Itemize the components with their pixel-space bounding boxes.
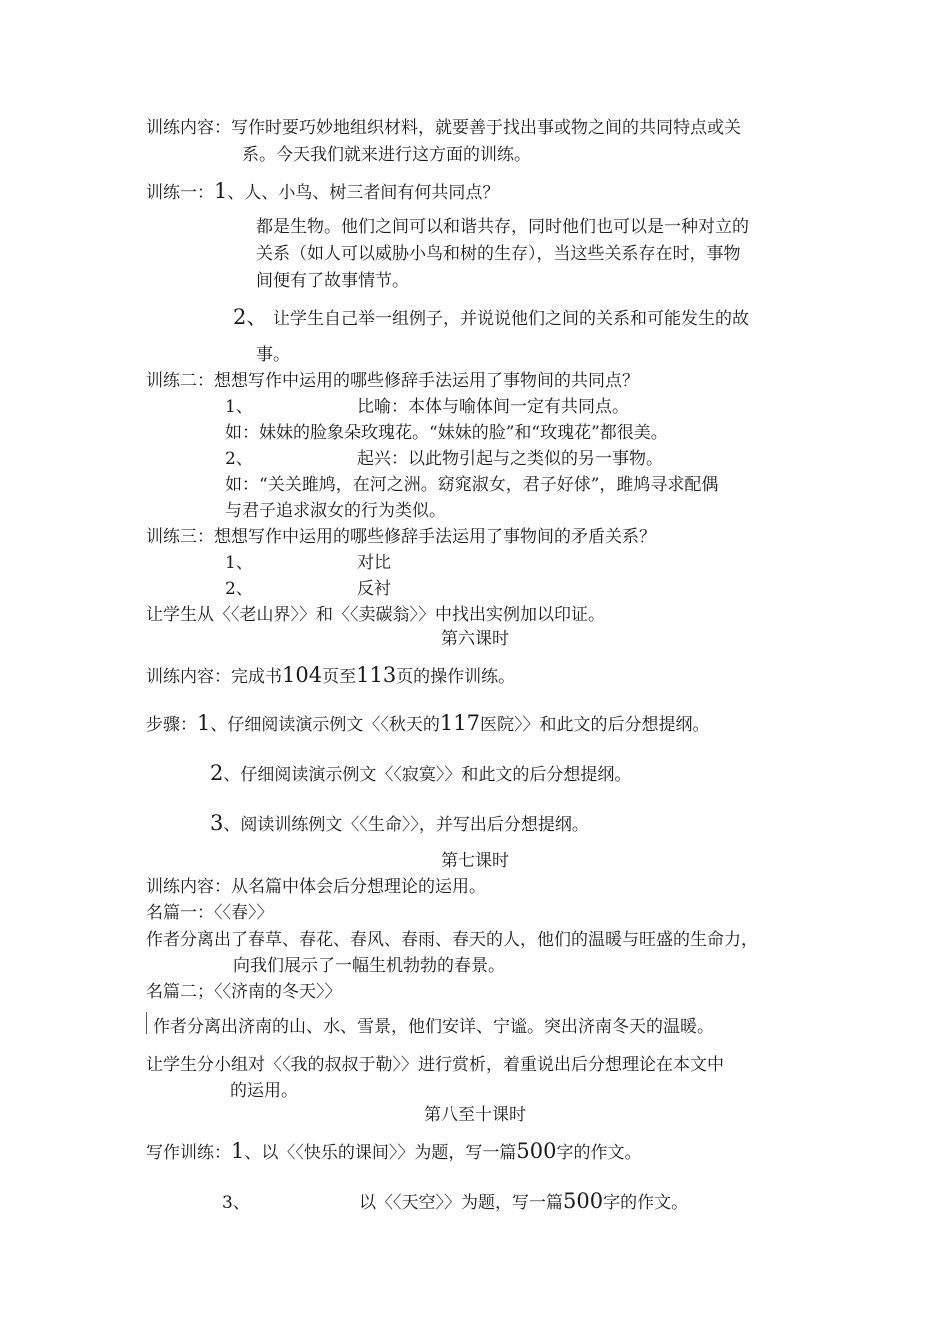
text-line: 训练内容：写作时要巧妙地组织材料，就要善于找出事或物之间的共同特点或关 [146, 118, 741, 138]
text-line: 对比 [357, 553, 391, 573]
text-span: 、阅读训练例文〈〈生命〉〉，并写出后分想提纲。 [223, 815, 589, 835]
text-span: 页至 [322, 667, 357, 687]
text-line: 比喻：本体与喻体间一定有共同点。 [357, 397, 629, 417]
text-line: 训练内容：从名篇中体会后分想理论的运用。 [146, 877, 486, 897]
number: 500 [516, 1139, 557, 1163]
margin-bar [146, 1012, 147, 1034]
text-line: 作者分离出济南的山、水、雪景，他们安详、宁谧。突出济南冬天的温暖。 [153, 1017, 714, 1037]
text-line: 系。今天我们就来进行这方面的训练。 [242, 145, 531, 165]
text-span: 、人、小鸟、树三者间有何共同点？ [227, 183, 500, 203]
text-span: 训练内容：完成书 [146, 667, 282, 687]
section-heading: 第八至十课时 [424, 1105, 526, 1125]
text-line: 关系（如人可以威胁小鸟和树的生存），当这些关系存在时，事物 [256, 244, 741, 264]
list-number: 3、 [222, 1193, 250, 1213]
number: 500 [563, 1189, 604, 1213]
list-number: 2、 [225, 449, 253, 469]
text-line: 名篇一：〈〈春〉〉 [146, 903, 274, 923]
section-heading: 第七课时 [441, 851, 509, 871]
list-number: 2、 [225, 579, 253, 599]
section-heading: 第六课时 [441, 629, 509, 649]
text-line [233, 306, 267, 330]
text-line [359, 1190, 688, 1214]
list-number: 1、 [225, 553, 253, 573]
section-label: 训练一： [146, 183, 214, 203]
text-line [146, 180, 499, 204]
text-line: 的运用。 [230, 1081, 298, 1101]
text-line: 让学生从〈〈老山界〉〉和〈〈卖碳翁〉〉中找出实例加以印证。 [146, 605, 605, 625]
list-number: 3 [210, 811, 224, 835]
text-line: 训练二：想想写作中运用的哪些修辞手法运用了事物间的共同点？ [146, 371, 639, 391]
text-line [146, 1140, 641, 1164]
text-line: 如：妹妹的脸象朵玫瑰花。“妹妹的脸”和“玫瑰花”都很美。 [225, 423, 668, 443]
text-span: 写作训练： [146, 1143, 231, 1163]
text-line [146, 664, 515, 688]
list-number: 2、 [233, 305, 268, 329]
text-line: 让学生自己举一组例子，并说说他们之间的关系和可能发生的故 [273, 309, 749, 329]
text-span: 字的作文。 [603, 1193, 689, 1213]
text-line: 都是生物。他们之间可以和谐共存，同时他们也可以是一种对立的 [256, 217, 749, 237]
text-line [210, 762, 631, 786]
text-span: 、以〈〈快乐的课间〉〉为题，写一篇 [244, 1143, 517, 1163]
text-line: 如：“关关雎鸠，在河之洲。窈窕淑女，君子好俅”，雎鸠寻求配偶 [225, 475, 719, 495]
text-span: 字的作文。 [556, 1143, 642, 1163]
text-line: 作者分离出了春草、春花、春风、春雨、春天的人，他们的温暖与旺盛的生命力， [146, 930, 758, 950]
text-span: 、仔细阅读演示例文〈〈寂寞〉〉和此文的后分想提纲。 [223, 765, 632, 785]
text-line: 名篇二；〈〈济南的冬天〉〉 [146, 982, 342, 1002]
list-number: 2 [210, 761, 224, 785]
list-number: 1 [214, 179, 228, 203]
text-span: 医院〉〉和此文的后分想提纲。 [479, 715, 710, 735]
list-number: 1 [197, 711, 211, 735]
text-line: 训练三：想想写作中运用的哪些修辞手法运用了事物间的矛盾关系？ [146, 527, 656, 547]
text-line: 反衬 [357, 579, 391, 599]
text-line: 事。 [256, 345, 290, 365]
text-line [210, 812, 589, 836]
text-line: 让学生分小组对〈〈我的叔叔于勒〉〉进行赏析，着重说出后分想理论在本文中 [146, 1055, 724, 1075]
text-line: 间便有了故事情节。 [256, 271, 409, 291]
number: 104 [282, 663, 323, 687]
number: 113 [356, 663, 397, 687]
text-span: 页的操作训练。 [396, 667, 516, 687]
text-span: 以〈〈天空〉〉为题，写一篇 [359, 1193, 563, 1213]
list-number: 1 [231, 1139, 245, 1163]
text-line: 与君子追求淑女的行为类似。 [225, 501, 446, 521]
text-line: 起兴：以此物引起与之类似的另一事物。 [357, 449, 663, 469]
number: 117 [439, 711, 480, 735]
text-line [146, 712, 709, 736]
text-span: 、仔细阅读演示例文〈〈秋天的 [210, 715, 440, 735]
text-line: 向我们展示了一幅生机勃勃的春景。 [233, 956, 505, 976]
text-span: 步骤： [146, 715, 197, 735]
list-number: 1、 [225, 397, 253, 417]
